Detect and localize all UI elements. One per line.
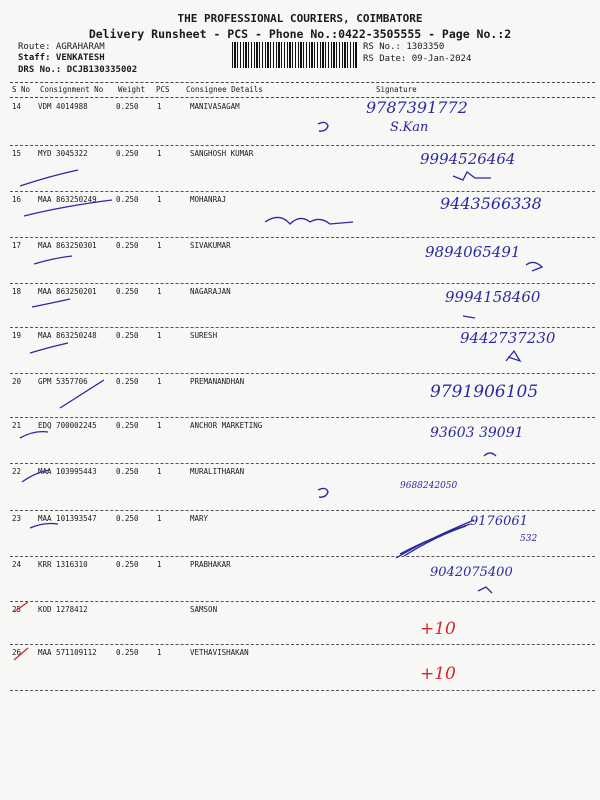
consignee-name: SURESH bbox=[190, 331, 218, 340]
company-title: THE PROFESSIONAL COURIERS, COIMBATORE bbox=[177, 12, 423, 25]
handwritten-signature: 9994158460 bbox=[445, 288, 541, 306]
weight-value: 0.250 bbox=[116, 331, 139, 340]
pen-stroke bbox=[30, 343, 70, 355]
serial-number: 25 bbox=[12, 605, 22, 614]
pen-stroke bbox=[20, 430, 50, 440]
table-row bbox=[10, 601, 595, 645]
barcode-image bbox=[232, 42, 358, 68]
handwritten-signature: +10 bbox=[420, 619, 456, 639]
serial-number: 26 bbox=[12, 648, 22, 657]
handwritten-signature: 9787391772 bbox=[366, 98, 468, 117]
weight-value: 0.250 bbox=[116, 241, 139, 250]
consignee-name: MANIVASAGAM bbox=[190, 102, 240, 111]
consignee-name: MURALITHARAN bbox=[190, 467, 245, 476]
consignment-number: MAA 863250301 bbox=[38, 241, 97, 250]
pcs-value: 1 bbox=[157, 514, 162, 523]
consignment-number: GPM 5357706 bbox=[38, 377, 88, 386]
consignment-number: MAA 863250248 bbox=[38, 331, 97, 340]
pen-stroke bbox=[453, 170, 493, 182]
weight-value: 0.250 bbox=[116, 149, 139, 158]
pen-stroke-path bbox=[478, 587, 492, 593]
pen-stroke-path bbox=[20, 432, 48, 438]
pen-stroke bbox=[32, 299, 72, 309]
pen-stroke-path bbox=[265, 217, 353, 224]
weight-value: 0.250 bbox=[116, 195, 139, 204]
pen-stroke-path bbox=[30, 524, 58, 529]
drs-number: DRS No.: DCJB130335002 bbox=[18, 65, 138, 75]
pcs-value: 1 bbox=[157, 241, 162, 250]
pen-stroke bbox=[14, 648, 30, 662]
route-label: Route: AGRAHARAM bbox=[18, 42, 105, 52]
col-consignment: Consignment No bbox=[40, 85, 104, 94]
pen-stroke-path bbox=[60, 380, 104, 408]
handwritten-signature: 9791906105 bbox=[430, 382, 539, 402]
weight-value: 0.250 bbox=[116, 467, 139, 476]
consignee-name: PRABHAKAR bbox=[190, 560, 231, 569]
consignee-name: MOHANRAJ bbox=[190, 195, 227, 204]
col-pcs: PCS bbox=[156, 85, 170, 94]
serial-number: 14 bbox=[12, 102, 22, 111]
weight-value: 0.250 bbox=[116, 648, 139, 657]
pcs-value: 1 bbox=[157, 377, 162, 386]
pcs-value: 1 bbox=[157, 195, 162, 204]
pcs-value: 1 bbox=[157, 149, 162, 158]
pen-stroke bbox=[506, 351, 522, 363]
serial-number: 22 bbox=[12, 467, 22, 476]
weight-value: 0.250 bbox=[116, 421, 139, 430]
pen-stroke-path bbox=[396, 520, 474, 558]
pen-stroke bbox=[14, 602, 30, 614]
pen-stroke bbox=[60, 380, 105, 410]
serial-number: 23 bbox=[12, 514, 22, 523]
pen-stroke bbox=[22, 470, 52, 484]
table-row bbox=[10, 556, 595, 602]
pen-stroke-path bbox=[453, 172, 491, 180]
table-row bbox=[10, 463, 595, 511]
pen-stroke-path bbox=[34, 256, 72, 264]
pcs-value: 1 bbox=[157, 102, 162, 111]
serial-number: 16 bbox=[12, 195, 22, 204]
serial-number: 20 bbox=[12, 377, 22, 386]
consignment-number: MAA 103995443 bbox=[38, 467, 97, 476]
serial-number: 24 bbox=[12, 560, 22, 569]
col-sno: S No bbox=[12, 85, 31, 94]
consignee-name: SANGHOSH KUMAR bbox=[190, 149, 254, 158]
pen-stroke bbox=[24, 200, 114, 220]
col-signature: Signature bbox=[376, 85, 417, 94]
consignee-name: NAGARAJAN bbox=[190, 287, 231, 296]
weight-value: 0.250 bbox=[116, 102, 139, 111]
table-row bbox=[10, 237, 595, 284]
consignee-name: SAMSON bbox=[190, 605, 218, 614]
pcs-value: 1 bbox=[157, 421, 162, 430]
weight-value: 0.250 bbox=[116, 287, 139, 296]
consignment-number: MAA 863250249 bbox=[38, 195, 97, 204]
consignment-number: EDQ 700002245 bbox=[38, 421, 97, 430]
consignee-name: PREMANANDHAN bbox=[190, 377, 245, 386]
handwritten-signature: 9443566338 bbox=[440, 194, 542, 213]
serial-number: 17 bbox=[12, 241, 22, 250]
table-header bbox=[10, 82, 595, 98]
consignee-name: SIVAKUMAR bbox=[190, 241, 231, 250]
staff-label: Staff: VENKATESH bbox=[18, 53, 105, 63]
pen-stroke bbox=[478, 585, 494, 595]
serial-number: 19 bbox=[12, 331, 22, 340]
handwritten-signature: 9042075400 bbox=[430, 565, 513, 580]
table-row bbox=[10, 145, 595, 192]
pen-stroke-path bbox=[30, 343, 68, 353]
consignment-number: VDM 4014988 bbox=[38, 102, 88, 111]
rs-number: RS No.: 1303350 bbox=[363, 42, 445, 52]
pcs-value: 1 bbox=[157, 467, 162, 476]
handwritten-signature-extra: S.Kan bbox=[390, 120, 429, 135]
pen-stroke-path bbox=[14, 648, 28, 660]
handwritten-signature: +10 bbox=[420, 664, 456, 684]
pen-stroke-path bbox=[14, 602, 28, 612]
pen-stroke bbox=[265, 212, 355, 232]
handwritten-signature: 9176061 bbox=[470, 514, 528, 529]
pen-stroke-path bbox=[20, 170, 78, 186]
pen-stroke bbox=[20, 168, 80, 188]
consignee-name: ANCHOR MARKETING bbox=[190, 421, 263, 430]
pen-stroke-path bbox=[22, 470, 50, 482]
col-consignee: Consignee Details bbox=[186, 85, 263, 94]
serial-number: 18 bbox=[12, 287, 22, 296]
table-row bbox=[10, 98, 595, 146]
weight-value: 0.250 bbox=[116, 514, 139, 523]
consignment-number: KRR 1316310 bbox=[38, 560, 88, 569]
pen-stroke-path bbox=[463, 316, 475, 318]
runsheet-subtitle: Delivery Runsheet - PCS - Phone No.:0422-3505555 - Page No.:2 bbox=[88, 27, 512, 41]
pen-stroke bbox=[463, 312, 477, 320]
pcs-value: 1 bbox=[157, 287, 162, 296]
consignment-number: MYD 3045322 bbox=[38, 149, 88, 158]
handwritten-signature: 9442737230 bbox=[460, 329, 556, 347]
consignment-number: MAA 101393547 bbox=[38, 514, 97, 523]
rs-date: RS Date: 09-Jan-2024 bbox=[363, 54, 472, 64]
table-row bbox=[10, 417, 595, 464]
tick-mark bbox=[316, 486, 330, 500]
serial-number: 15 bbox=[12, 149, 22, 158]
pen-stroke-path bbox=[506, 351, 520, 361]
serial-number: 21 bbox=[12, 421, 22, 430]
table-row bbox=[10, 283, 595, 328]
handwritten-signature: 9994526464 bbox=[420, 150, 516, 168]
table-row bbox=[10, 510, 595, 557]
handwritten-signature: 9894065491 bbox=[425, 243, 521, 261]
handwritten-signature-extra: 532 bbox=[520, 534, 538, 544]
pen-stroke bbox=[30, 522, 60, 530]
weight-value: 0.250 bbox=[116, 377, 139, 386]
col-weight: Weight bbox=[118, 85, 146, 94]
pcs-value: 1 bbox=[157, 560, 162, 569]
consignment-number: KOD 1278412 bbox=[38, 605, 88, 614]
weight-value: 0.250 bbox=[116, 560, 139, 569]
pcs-value: 1 bbox=[157, 331, 162, 340]
pen-stroke bbox=[484, 450, 498, 460]
consignee-name: MARY bbox=[190, 514, 209, 523]
consignment-number: MAA 863250201 bbox=[38, 287, 97, 296]
pen-stroke-path bbox=[526, 262, 542, 271]
pcs-value: 1 bbox=[157, 648, 162, 657]
pen-stroke bbox=[526, 259, 544, 273]
handwritten-signature: 9688242050 bbox=[400, 481, 458, 491]
pen-stroke-path bbox=[484, 453, 496, 456]
pen-stroke bbox=[34, 256, 74, 266]
handwritten-signature: 93603 39091 bbox=[430, 425, 524, 441]
tick-mark bbox=[316, 120, 330, 134]
table-row bbox=[10, 644, 595, 691]
pen-stroke-path bbox=[24, 200, 112, 216]
consignment-number: MAA 571109112 bbox=[38, 648, 97, 657]
consignee-name: VETHAVISHAKAN bbox=[190, 648, 249, 657]
pen-stroke-path bbox=[32, 299, 70, 307]
pen-stroke bbox=[396, 520, 476, 560]
